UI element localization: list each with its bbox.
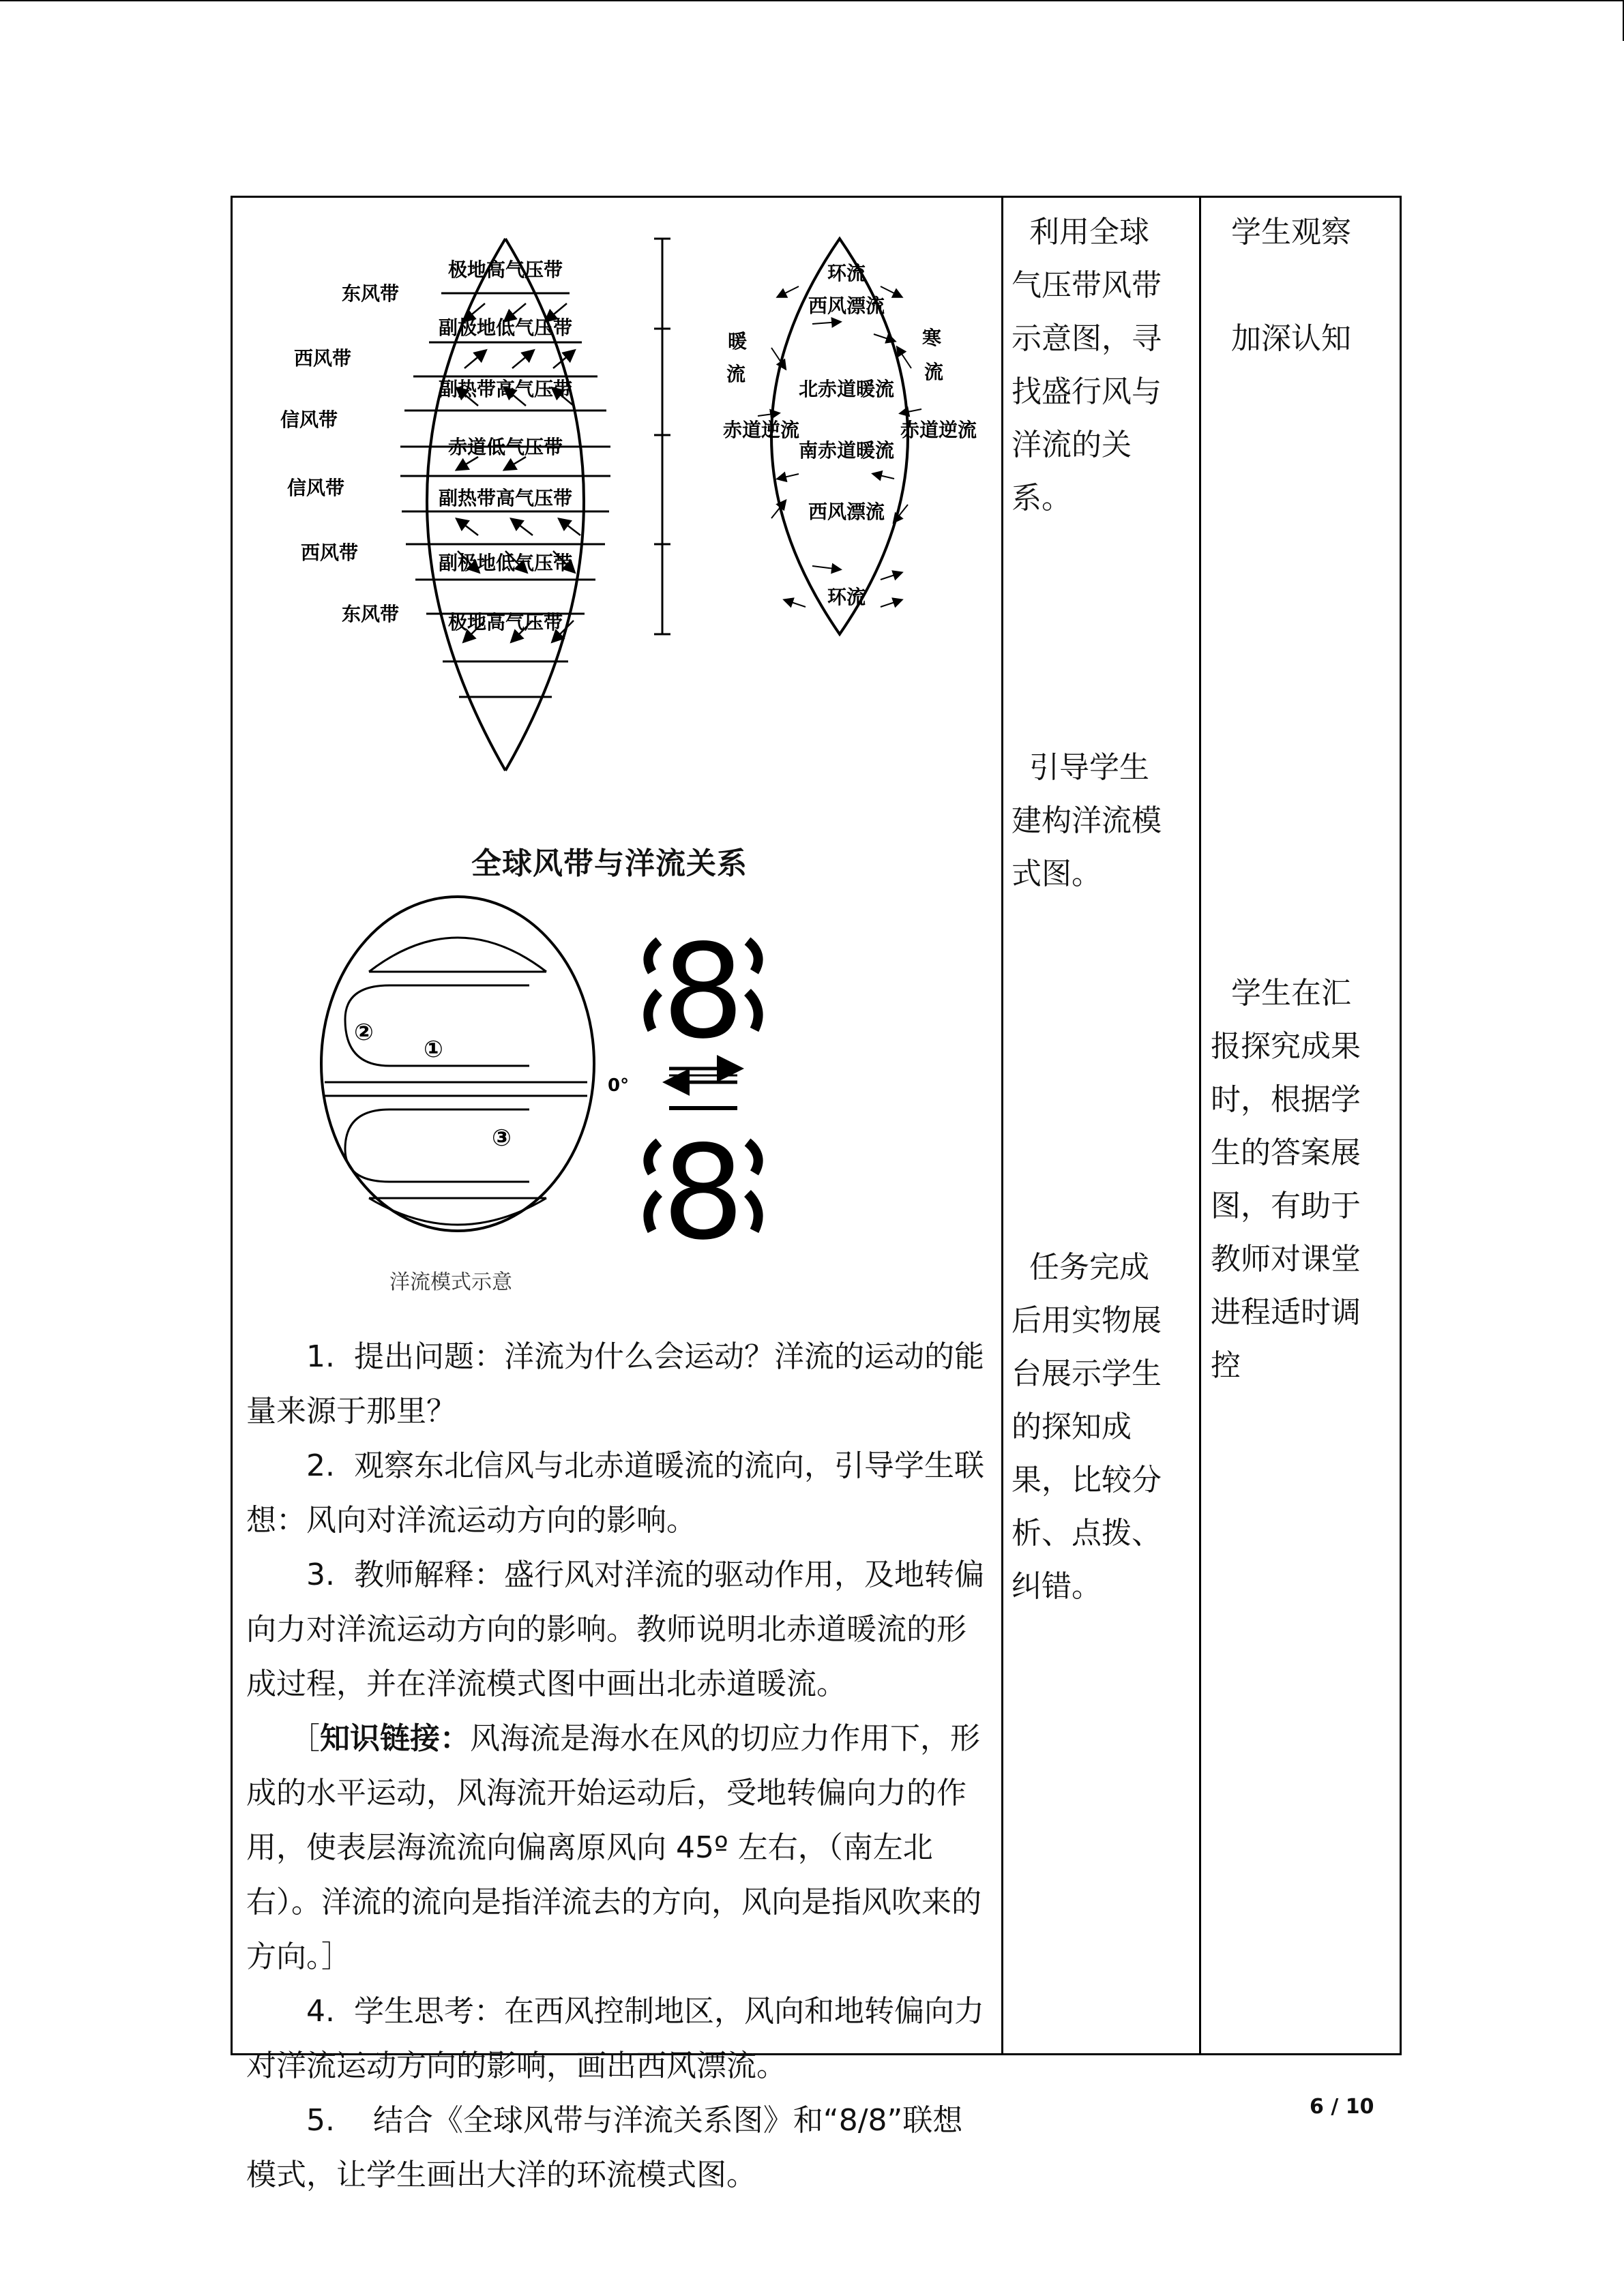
current-label: 暖 [727, 330, 748, 353]
step-item: 3. 教师解释：盛行风对洋流的驱动作用，及地转偏向力对洋流运动方向的影响。教师说明北赤道暖流的形成过程，并在洋流模式图中画出北赤道暖流。 [246, 1557, 984, 1701]
wind-belt-label: 西风带 [301, 541, 359, 564]
eight-top: 8 [662, 916, 745, 1067]
current-label: 寒 [921, 327, 942, 349]
step-item: 2. 观察东北信风与北赤道暖流的流向，引导学生联想：风向对洋流运动方向的影响。 [246, 1448, 984, 1538]
current-label: 流 [726, 363, 746, 385]
marker-2: ② [354, 1019, 374, 1046]
teacher-note-2: 引导学生 建构洋流模 式图。 [1012, 750, 1162, 891]
pressure-belt-label: 副极地低气压带 [438, 552, 573, 574]
step-item: 5. 结合《全球风带与洋流关系图》和“8/8”联想模式，让学生画出大洋的环流模式图。 [246, 2103, 963, 2192]
student-note-3: 学生在汇 报探究成果 时，根据学 生的答案展 图，有助于 教师对课堂 进程适时调 控 [1211, 976, 1361, 1383]
teacher-note-3: 任务完成 后用实物展 台展示学生 的探知成 果，比较分 析、点拨、 纠错。 [1012, 1250, 1162, 1604]
table-row [232, 197, 1401, 2055]
wind-belt-label: 东风带 [342, 282, 400, 305]
equator-label: 0° [608, 1075, 630, 1096]
top-border-line [0, 0, 1624, 1]
current-label: 南赤道暖流 [798, 439, 895, 462]
marker-3: ③ [492, 1124, 512, 1152]
student-column [1200, 197, 1401, 2055]
eight-bottom: 8 [662, 1118, 745, 1268]
lesson-steps [246, 1330, 990, 2203]
pressure-belt-label: 副极地低气压带 [438, 316, 573, 339]
wind-belt-label: 东风带 [342, 603, 400, 625]
current-label: 西风漂流 [808, 501, 885, 523]
wind-belt-label: 信风带 [280, 408, 338, 431]
teacher-column [1003, 197, 1200, 2055]
pressure-belt-label: 极地高气压带 [447, 611, 563, 633]
knowledge-link: ［知识链接：风海流是海水在风的切应力作用下，形成的水平运动，风海流开始运动后，受地转偏向力的作用，使表层海流流向偏离原风向 45º 左右，（南左北右）。洋流的流向是指洋流去的方向，风向是指风吹来的方向。］ [246, 1721, 981, 1974]
wind-belt-label: 西风带 [294, 347, 352, 370]
student-note-1: 学生观察 [1231, 215, 1351, 250]
student-note-2: 加深认知 [1231, 321, 1351, 356]
wind-belt-label: 信风带 [287, 477, 345, 499]
current-label: 环流 [827, 586, 866, 608]
activity-column [232, 197, 1003, 2192]
current-model-figure [287, 890, 969, 1299]
figure1-caption: 全球风带与洋流关系 [471, 846, 748, 881]
step-item: 1. 提出问题：洋流为什么会运动？洋流的运动的能量来源于那里？ [246, 1339, 984, 1429]
eight-model [648, 916, 758, 1268]
teacher-note-1: 利用全球 气压带风带 示意图，寻 找盛行风与 洋流的关 系。 [1012, 215, 1162, 516]
current-label: 环流 [827, 262, 866, 284]
current-label: 北赤道暖流 [798, 378, 895, 400]
current-label: 西风漂流 [808, 295, 885, 317]
pressure-belt-label: 副热带高气压带 [438, 487, 573, 509]
current-label: 赤道逆流 [900, 419, 977, 441]
wind-current-figure [280, 211, 1003, 825]
current-label: 流 [924, 361, 944, 383]
pressure-belt-label: 极地高气压带 [447, 258, 563, 281]
current-label: 赤道逆流 [722, 419, 800, 441]
page-number: 6 / 10 [1310, 2095, 1374, 2119]
figure2-caption: 洋流模式示意 [389, 1270, 512, 1294]
pressure-belt-label: 赤道低气压带 [447, 436, 563, 458]
pressure-belt-label: 副热带高气压带 [438, 378, 573, 400]
marker-1: ① [424, 1036, 443, 1063]
step-item: 4. 学生思考：在西风控制地区，风向和地转偏向力对洋流运动方向的影响，画出西风漂流。 [246, 1994, 984, 2083]
